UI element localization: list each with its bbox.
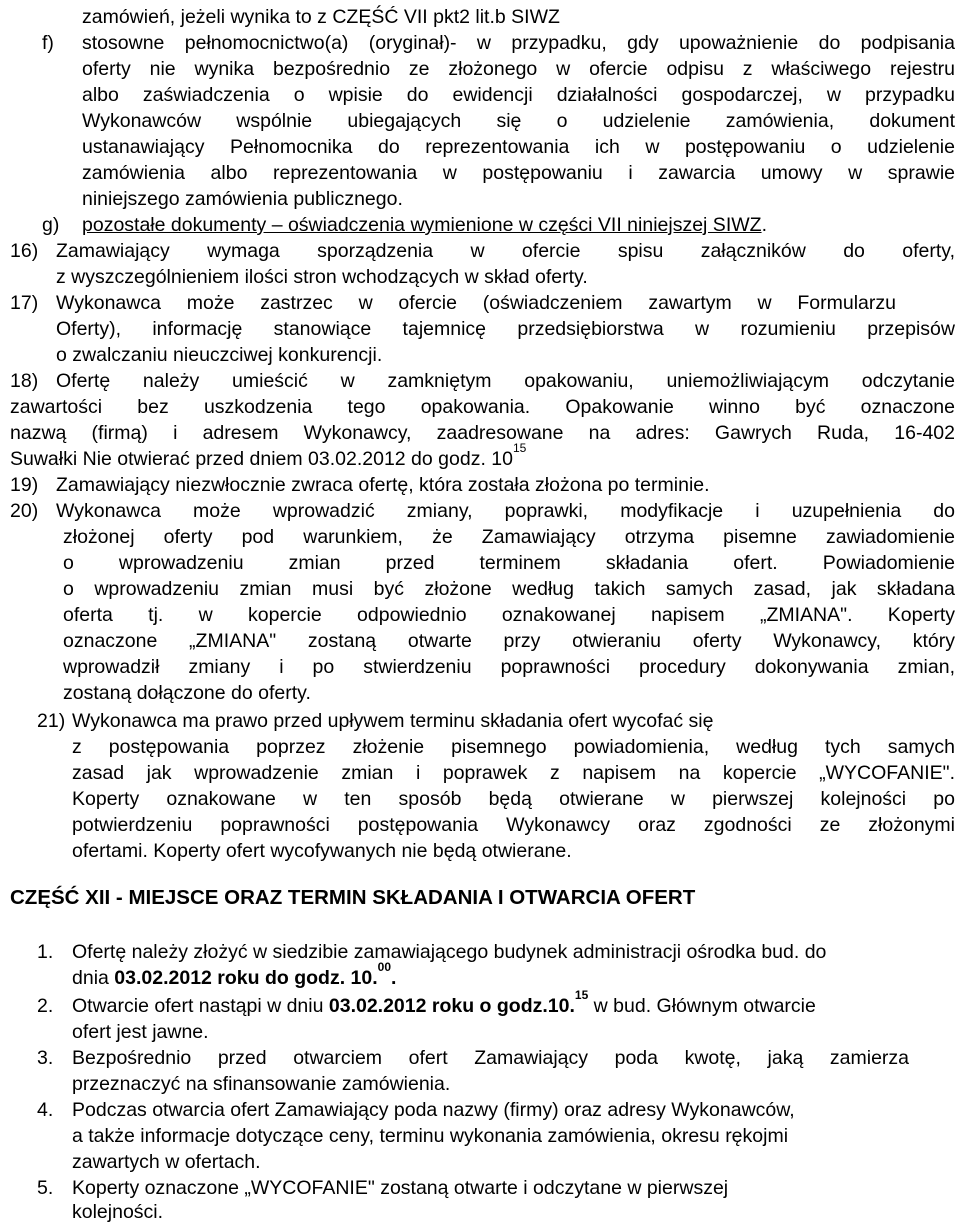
underlined-text: pozostałe dokumenty – oświadczenia wymienione w części VII niniejszej SIWZ	[82, 214, 762, 236]
text-line: złożonej oferty pod warunkiem, że Zamawiający otrzyma pisemne zawiadomienie	[63, 526, 955, 548]
list-item-text: kolejności.	[72, 1201, 164, 1223]
list-item-text	[72, 988, 816, 1019]
superscript: 00	[377, 960, 392, 974]
superscript: 15	[512, 441, 527, 455]
list-number: 2.	[37, 995, 54, 1017]
text-line: albo zaświadczenia o wpisie do ewidencji działalności gospodarczej, w przypadku	[82, 84, 955, 106]
text-line: Wykonawca może zastrzec w ofercie (oświadczeniem zawartym w Formularzu	[56, 292, 896, 314]
section-heading: CZĘŚĆ XII - MIEJSCE ORAZ TERMIN SKŁADANIA I OTWARCIA OFERT	[10, 886, 696, 909]
text-line: ustanawiający Pełnomocnika do reprezentowania ich w postępowaniu o udzielenie	[82, 136, 955, 158]
text-line: o zwalczaniu nieuczciwej konkurencji.	[56, 344, 383, 366]
text-line: zamówień, jeżeli wynika to z CZĘŚĆ VII pkt2 lit.b SIWZ	[82, 6, 560, 28]
text-line: Koperty oznakowane w ten sposób będą otwierane w pierwszej kolejności po	[72, 788, 955, 810]
text-span: w bud. Głównym otwarcie	[588, 995, 816, 1017]
list-item-text	[72, 960, 397, 991]
text-line: oznaczone „ZMIANA" zostaną otwarte przy otwieraniu oferty Wykonawcy, który	[63, 630, 955, 652]
list-item-text: a także informacje dotyczące ceny, terminu wykonania zamówienia, okresu rękojmi	[72, 1125, 789, 1147]
text-line: oferty nie wynika bezpośrednio ze złożonego w ofercie odpisu z właściwego rejestru	[82, 58, 955, 80]
text-line: ofertami. Koperty ofert wycofywanych nie będą otwierane.	[72, 840, 572, 862]
list-marker: f)	[42, 32, 54, 54]
text-line	[82, 212, 767, 238]
text-line: Zamawiający niezwłocznie zwraca ofertę, która została złożona po terminie.	[56, 474, 710, 496]
superscript: 15	[574, 988, 589, 1002]
text-line: zamówienia albo reprezentowania w postępowaniu i zawarcia umowy w sprawie	[82, 162, 955, 184]
list-number: 4.	[37, 1099, 54, 1121]
text-line	[10, 441, 527, 472]
text-line: zasad jak wprowadzenie zmian i poprawek z napisem na kopercie „WYCOFANIE".	[72, 762, 955, 784]
text-span: Suwałki Nie otwierać przed dniem 03.02.2012 do godz. 10	[10, 448, 513, 470]
list-item-text: Podczas otwarcia ofert Zamawiający poda nazwy (firmy) oraz adresy Wykonawców,	[72, 1099, 795, 1121]
list-item-text: Ofertę należy złożyć w siedzibie zamawiającego budynek administracji ośrodka bud. do	[72, 941, 827, 963]
list-marker: 21)	[37, 710, 66, 732]
text-line: Oferty), informację stanowiące tajemnicę przedsiębiorstwa w rozumieniu przepisów	[56, 318, 955, 340]
text-line: oferta tj. w kopercie odpowiednio oznakowanej napisem „ZMIANA". Koperty	[63, 604, 955, 626]
date-time-bold: 03.02.2012 roku o godz.10.	[328, 995, 575, 1017]
list-marker: 16)	[10, 240, 39, 262]
date-time-bold: 03.02.2012 roku do godz. 10.	[114, 967, 378, 989]
text-span: dnia	[72, 967, 115, 989]
list-marker: 18)	[10, 370, 39, 392]
text-line: z wyszczególnieniem ilości stron wchodzących w skład oferty.	[56, 266, 588, 288]
list-item-text: ofert jest jawne.	[72, 1021, 209, 1043]
list-item-text: Koperty oznaczone „WYCOFANIE" zostaną otwarte i odczytane w pierwszej	[72, 1177, 729, 1199]
list-number: 5.	[37, 1177, 54, 1199]
text-line: potwierdzeniu poprawności postępowania Wykonawcy oraz zgodności ze złożonymi	[72, 814, 955, 836]
text-line: niniejszego zamówienia publicznego.	[82, 188, 403, 210]
list-marker: 17)	[10, 292, 39, 314]
text-line: wprowadził zmiany i po stwierdzeniu poprawności procedury dokonywania zmian,	[63, 656, 955, 678]
text-line: Zamawiający wymaga sporządzenia w ofercie spisu załączników do oferty,	[56, 240, 955, 262]
list-number: 1.	[37, 941, 54, 963]
period: .	[761, 214, 767, 236]
text-line: zawartości bez uszkodzenia tego opakowania. Opakowanie winno być oznaczone	[10, 396, 955, 418]
list-number: 3.	[37, 1047, 54, 1069]
text-span: Otwarcie ofert nastąpi w dniu	[72, 995, 329, 1017]
text-line: z postępowania poprzez złożenie pisemnego powiadomienia, według tych samych	[72, 736, 955, 758]
text-line: Wykonawca ma prawo przed upływem terminu składania ofert wycofać się	[72, 710, 714, 732]
list-marker: 20)	[10, 500, 39, 522]
text-line: zostaną dołączone do oferty.	[63, 682, 311, 704]
list-item-text: przeznaczyć na sfinansowanie zamówienia.	[72, 1073, 451, 1095]
text-line: nazwą (firmą) i adresem Wykonawcy, zaadresowane na adres: Gawrych Ruda, 16-402	[10, 422, 955, 444]
list-marker: 19)	[10, 474, 39, 496]
list-item-text: Bezpośrednio przed otwarciem ofert Zamawiający poda kwotę, jaką zamierza	[72, 1047, 909, 1069]
text-line: o wprowadzeniu zmian przed terminem składania ofert. Powiadomienie	[63, 552, 955, 574]
text-span: .	[391, 967, 397, 989]
list-item-text: zawartych w ofertach.	[72, 1151, 261, 1173]
text-line: Wykonawców wspólnie ubiegających się o udzielenie zamówienia, dokument	[82, 110, 955, 132]
list-marker: g)	[42, 214, 60, 236]
text-line: Wykonawca może wprowadzić zmiany, poprawki, modyfikacje i uzupełnienia do	[56, 500, 955, 522]
text-line: Ofertę należy umieścić w zamkniętym opakowaniu, uniemożliwiającym odczytanie	[56, 370, 955, 392]
text-line: stosowne pełnomocnictwo(a) (oryginał)- w przypadku, gdy upoważnienie do podpisania	[82, 32, 955, 54]
text-line: o wprowadzeniu zmian musi być złożone według takich samych zasad, jak składana	[63, 578, 955, 600]
